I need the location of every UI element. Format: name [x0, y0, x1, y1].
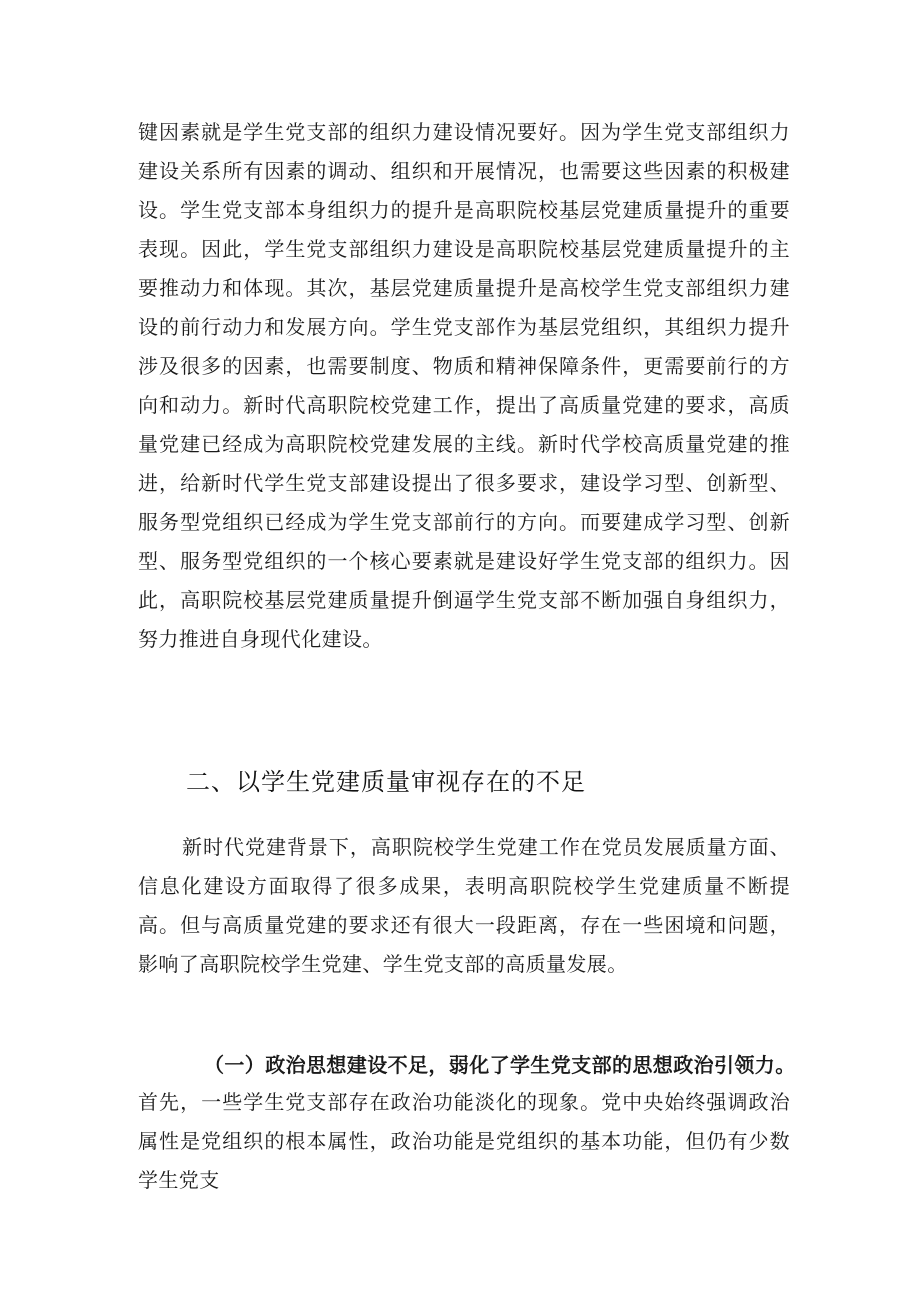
body-paragraph-2: 新时代党建背景下，高职院校学生党建工作在党员发展质量方面、信息化建设方面取得了很多成果，表明高职院校学生党建质量不断提高。但与高质量党建的要求还有很大一段距离，存在一些困境和问题，影响了高职院校学生党建、学生党支部的高质量发展。	[138, 835, 790, 976]
subsection-heading: （一）政治思想建设不足，弱化了学生党支部的思想政治引领力。	[204, 1053, 796, 1077]
body-paragraph-3: 首先，一些学生党支部存在政治功能淡化的现象。党中央始终强调政治属性是党组织的根本属性，政治功能是党组织的基本功能，但仍有少数学生党支	[138, 1090, 790, 1192]
body-paragraph-1: 键因素就是学生党支部的组织力建设情况要好。因为学生党支部组织力建设关系所有因素的调动、组织和开展情况，也需要这些因素的积极建设。学生党支部本身组织力的提升是高职院校基层党建质量提升的重要表现。因此，学生党支部组织力建设是高职院校基层党建质量提升的主要推动力和体现。其次，基层党建质量提升是高校学生党支部组织力建设的前行动力和发展方向。学生党支部作为基层党组织，其组织力提升涉及很多的因素，也需要制度、物质和精神保障条件，更需要前行的方向和动力。新时代高职院校党建工作，提出了高质量党建的要求，高质量党建已经成为高职院校党建发展的主线。新时代学校高质量党建的推进，给新时代学生党支部建设提出了很多要求，建设学习型、创新型、服务型党组织已经成为学生党支部前行的方向。而要建成学习型、创新型、服务型党组织的一个核心要素就是建设好学生党支部的组织力。因此，高职院校基层党建质量提升倒逼学生党支部不断加强自身组织力，努力推进自身现代化建设。	[138, 120, 790, 651]
section-heading: 二、以学生党建质量审视存在的不足	[186, 768, 586, 796]
